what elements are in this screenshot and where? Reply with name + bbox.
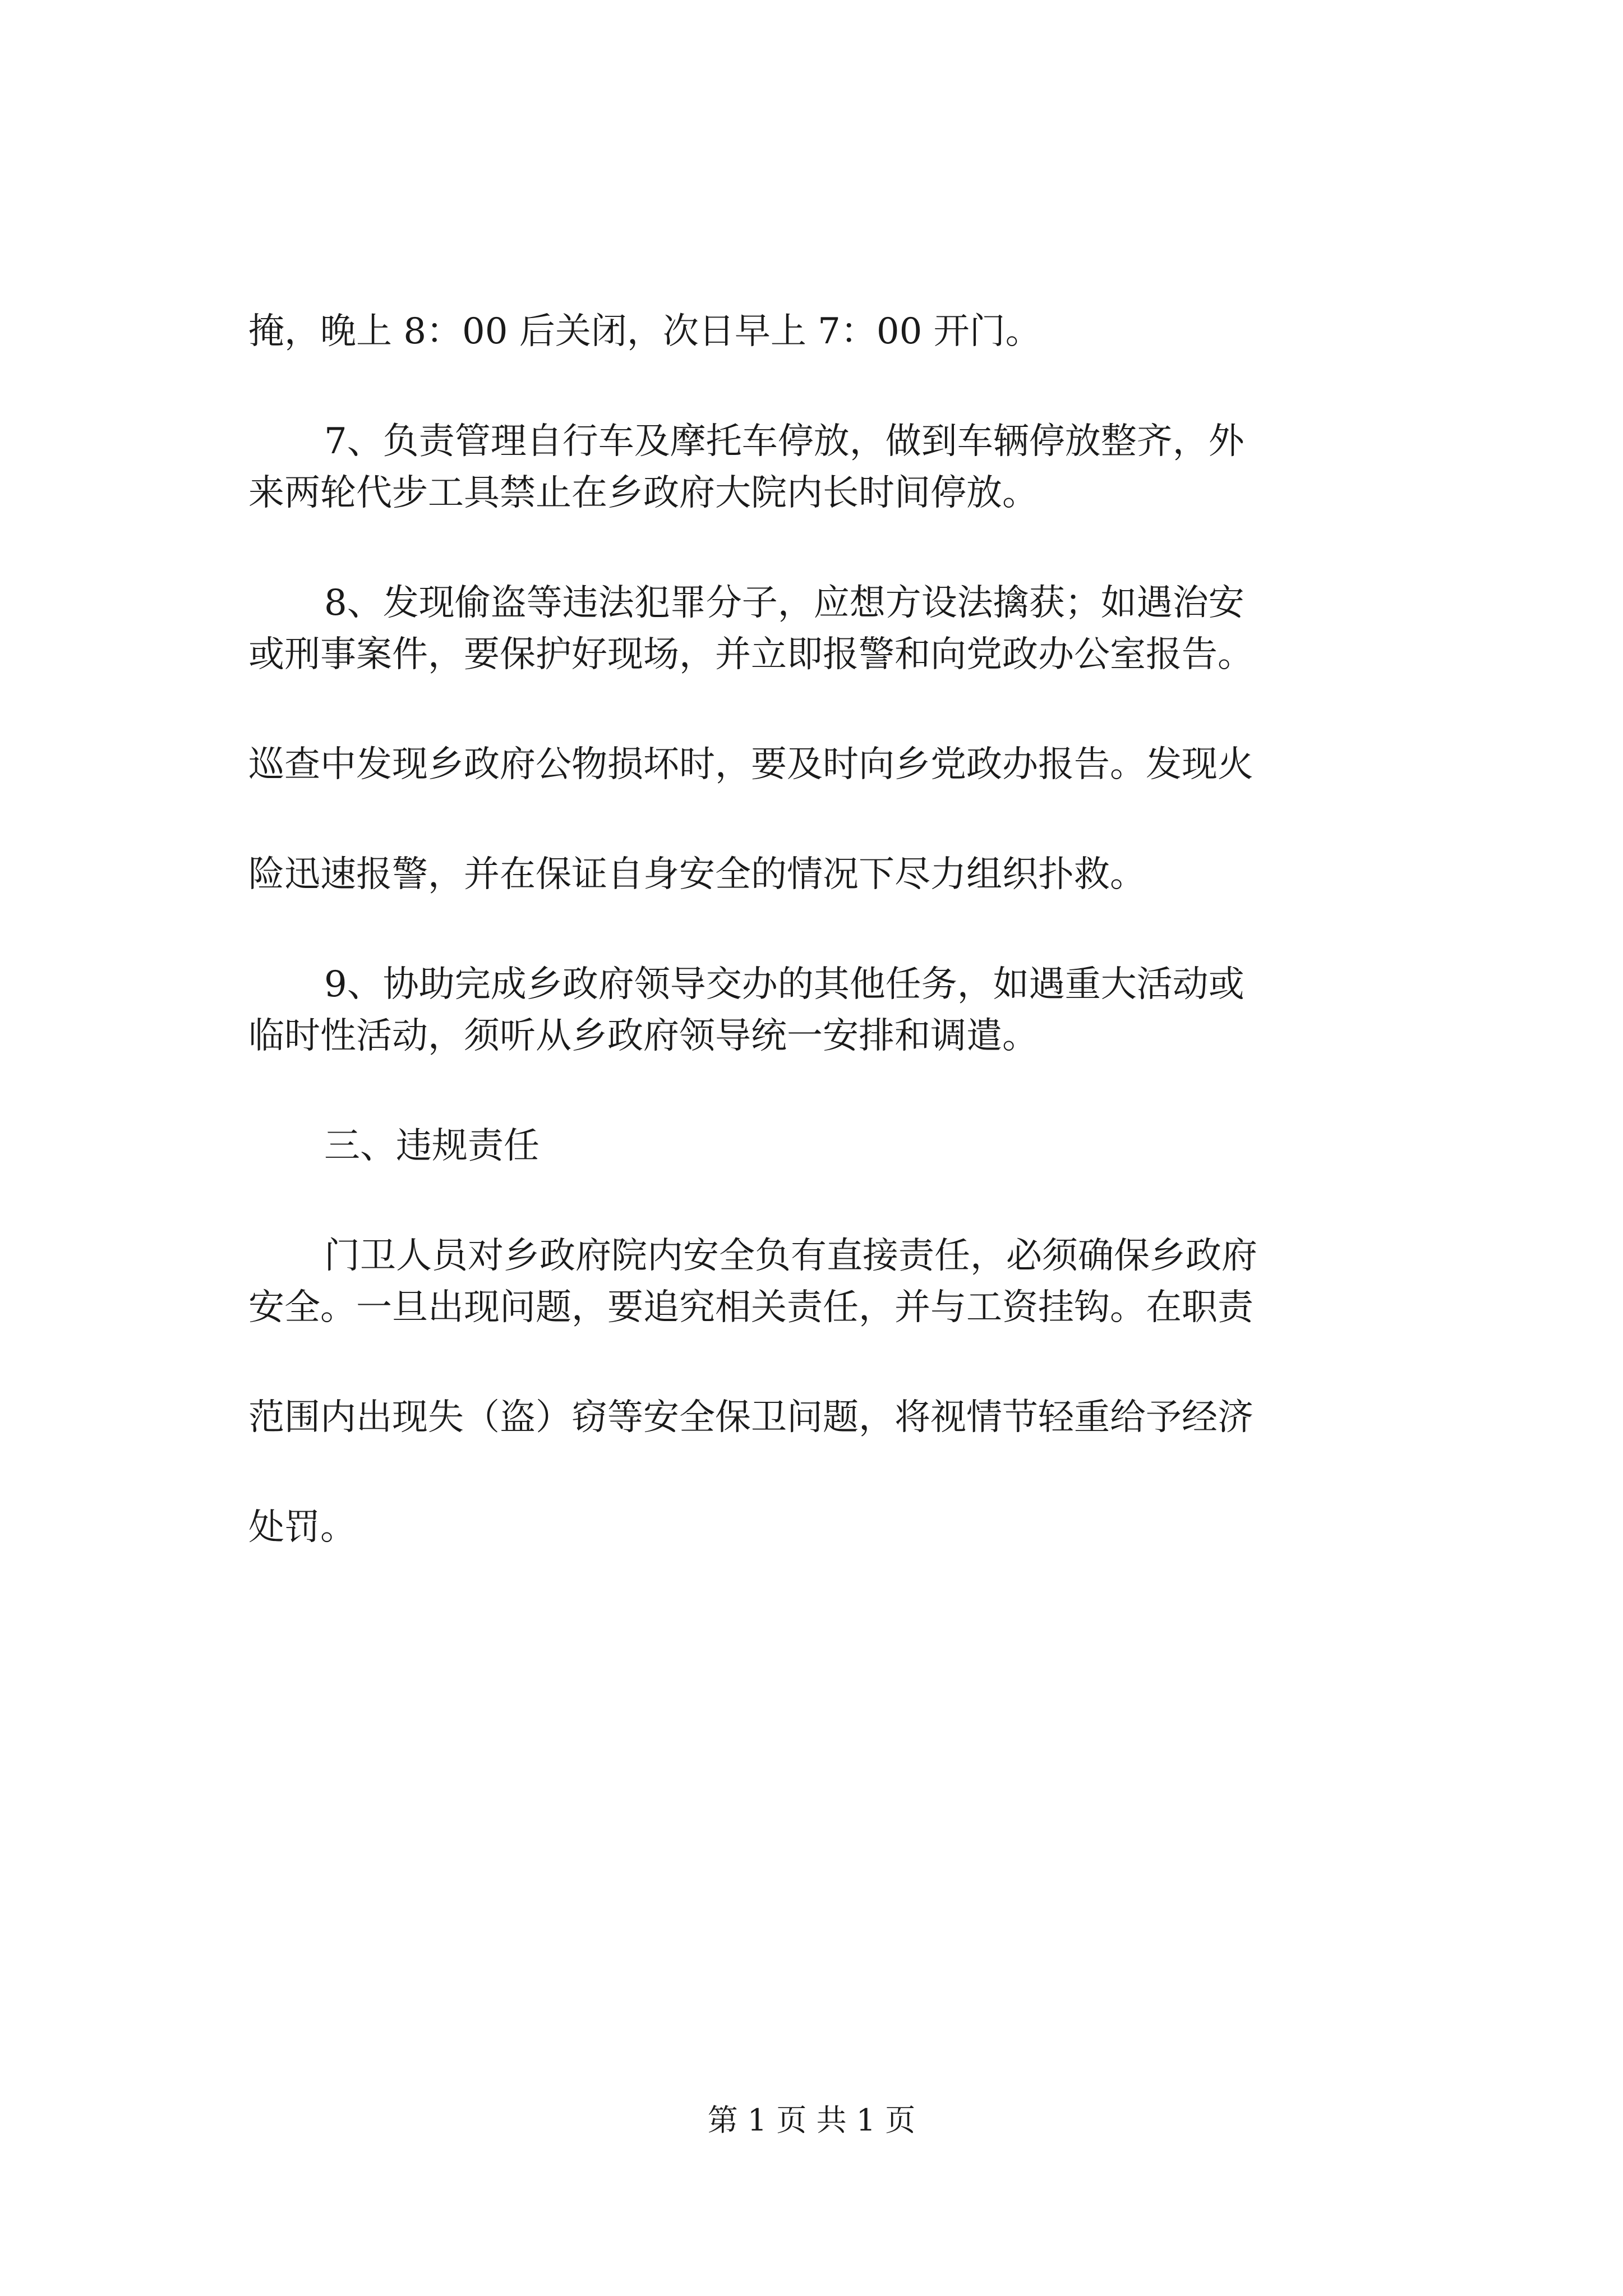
text-line: 7、负责管理自行车及摩托车停放，做到车辆停放整齐，外: [324, 421, 1244, 462]
text-line: 险迅速报警，并在保证自身安全的情况下尽力组织扑救。: [248, 854, 1146, 895]
page-footer: 第 1 页 共 1 页: [707, 2102, 916, 2138]
text-line: 来两轮代步工具禁止在乡政府大院内长时间停放。: [248, 472, 1038, 514]
text-line: 掩，晚上 8：00 后关闭，次日早上 7：00 开门。: [248, 311, 1041, 352]
document-body: [248, 306, 1415, 1553]
text-line: 9、协助完成乡政府领导交办的其他任务，如遇重大活动或: [324, 964, 1244, 1005]
text-line: 门卫人员对乡政府院内安全负有直接责任，必须确保乡政府: [324, 1235, 1257, 1277]
section-heading: 三、违规责任: [324, 1125, 540, 1167]
text-line: 8、发现偷盗等违法犯罪分子，应想方设法擒获；如遇治安: [324, 582, 1244, 624]
text-line: 巡查中发现乡政府公物损坏时，要及时向乡党政办报告。发现火: [248, 744, 1253, 785]
text-line: 或刑事案件，要保护好现场，并立即报警和向党政办公室报告。: [248, 634, 1253, 675]
text-line: 安全。一旦出现问题，要追究相关责任，并与工资挂钩。在职责: [248, 1287, 1253, 1328]
text-line: 处罚。: [248, 1507, 356, 1548]
text-line: 范围内出现失（盗）窃等安全保卫问题，将视情节轻重给予经济: [248, 1397, 1253, 1438]
text-line: 临时性活动，须听从乡政府领导统一安排和调遣。: [248, 1015, 1038, 1057]
